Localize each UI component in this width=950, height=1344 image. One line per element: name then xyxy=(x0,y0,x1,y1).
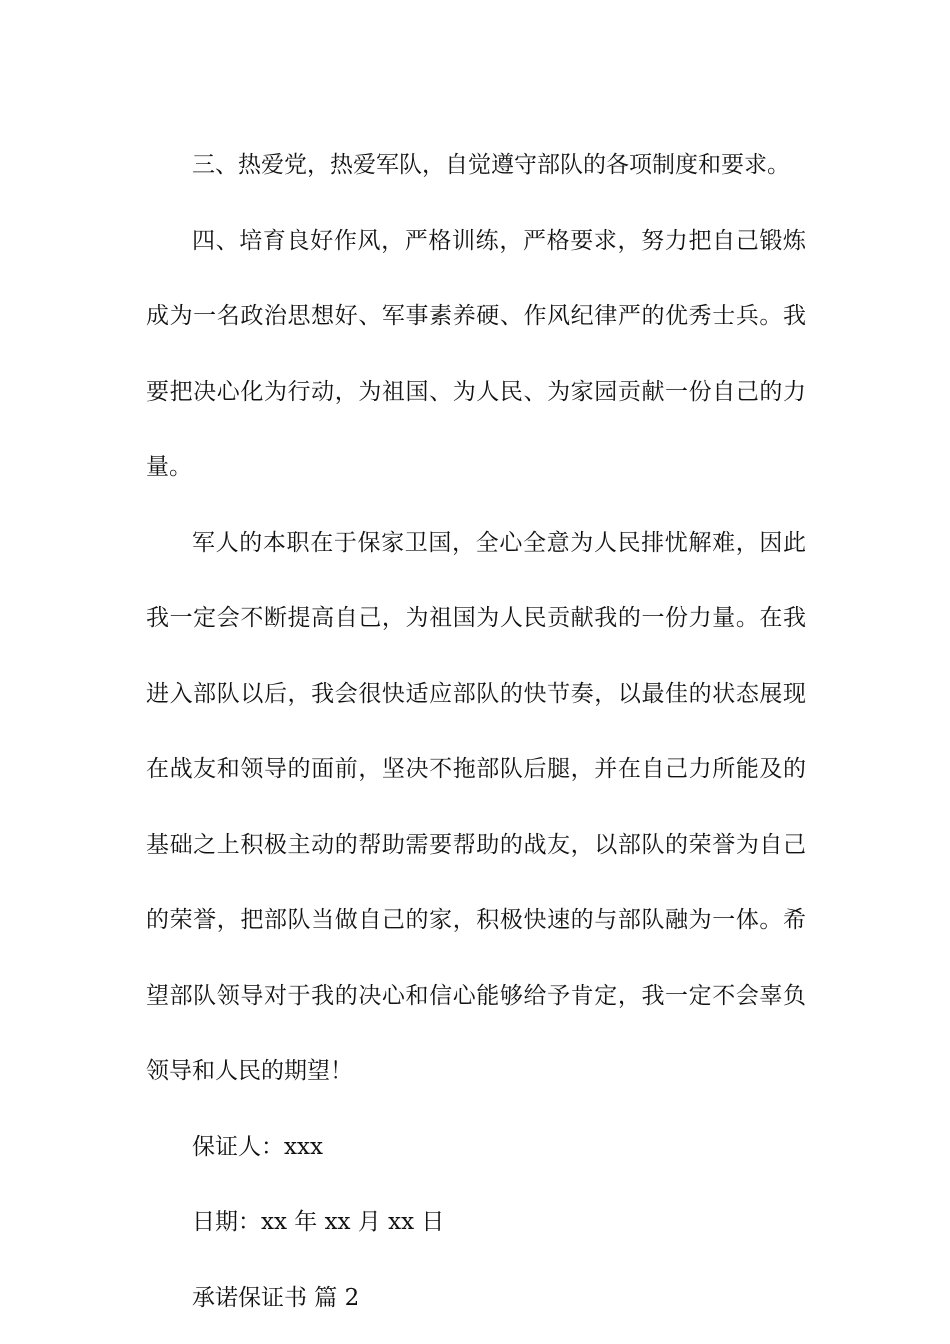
section-heading: 承诺保证书 篇 2 xyxy=(192,1284,360,1311)
paragraph-item-4: 四、培育良好作风，严格训练，严格要求，努力把自己锻炼成为一名政治思想好、军事素养硬、作风纪律严的优秀士兵。我要把决心化为行动，为祖国、为人民、为家园贡献一份自己的力量。 xyxy=(146,227,806,480)
date-line: 日期：xx 年 xx 月 xx 日 xyxy=(192,1209,445,1235)
guarantor-line: 保证人：xxx xyxy=(192,1133,323,1160)
paragraph-duty: 军人的本职在于保家卫国，全心全意为人民排忧解难，因此我一定会不断提高自己，为祖国为人民贡献我的一份力量。在我进入部队以后，我会很快适应部队的快节奏，以最佳的状态展现在战友和领导的面前，坚决不拖部队后腿，并在自己力所能及的基础之上积极主动的帮助需要帮助的战友，以部队的荣誉为自己的荣誉，把部队当做自己的家，积极快速的与部队融为一体。希望部队领导对于我的决心和信心能够给予肯定，我一定不会辜负领导和人民的期望！ xyxy=(146,529,806,1084)
document-body xyxy=(146,128,806,1336)
paragraph-item-3: 三、热爱党，热爱军队，自觉遵守部队的各项制度和要求。 xyxy=(192,152,790,178)
